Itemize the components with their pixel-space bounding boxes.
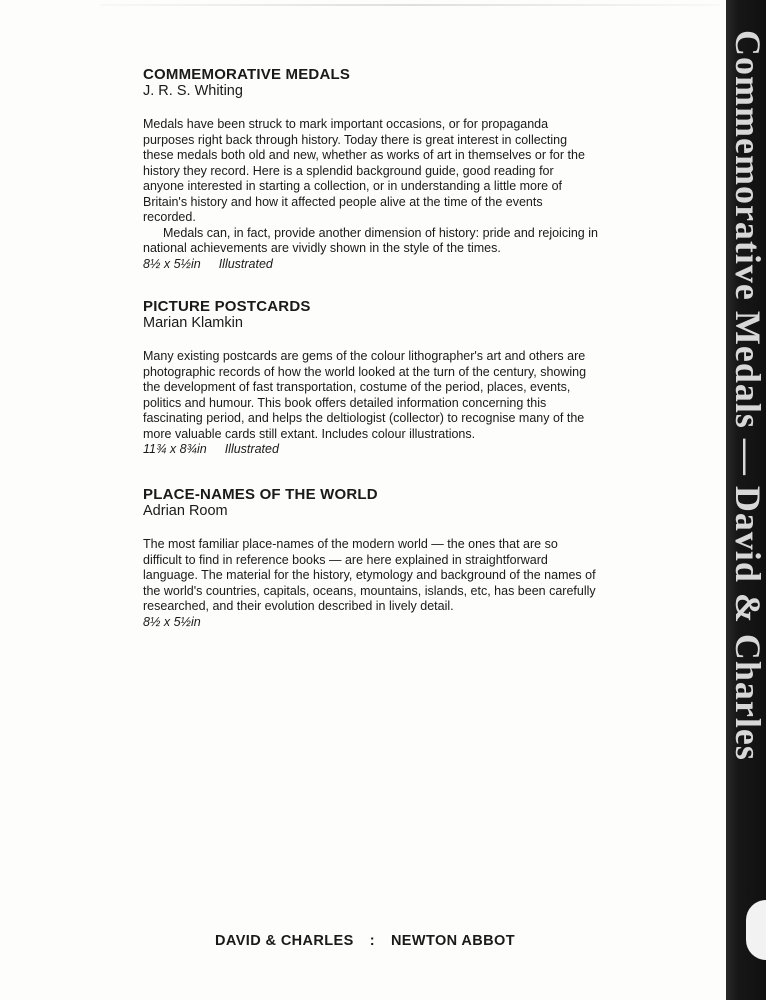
- entry-paragraph: Medals can, in fact, provide another dimension of history: pride and rejoicing in national achievements are vividly shown in the style of the times.: [143, 225, 598, 255]
- entry-title: COMMEMORATIVE MEDALS: [143, 66, 351, 83]
- entry-description: [143, 117, 598, 257]
- book-spine: [726, 0, 766, 1000]
- publisher-footer: [0, 933, 730, 949]
- entry-format: [143, 442, 598, 458]
- entry-title: PLACE-NAMES OF THE WORLD: [143, 486, 378, 503]
- entry-illustrated-note: Illustrated: [224, 442, 279, 456]
- entry-format: [143, 615, 598, 631]
- entry-format: [143, 257, 598, 273]
- publisher-name: DAVID & CHARLES: [215, 933, 354, 949]
- entry-commemorative-medals: [143, 66, 598, 272]
- entry-place-names-of-the-world: [143, 486, 598, 630]
- entry-picture-postcards: [143, 298, 598, 458]
- footer-separator: :: [369, 933, 375, 949]
- publisher-location: NEWTON ABBOT: [390, 933, 515, 949]
- entry-description: [143, 537, 598, 615]
- entry-title: PICTURE POSTCARDS: [143, 298, 311, 315]
- entry-paragraph: Medals have been struck to mark important occasions, or for propaganda purposes right back through history. Today there is great interest in collecting these medals both old and new, whether as works of art in themselves or for the history they record. Here is a splendid background guide, good reading for anyone interested in starting a collection, or in understanding a little more of Britain's history and how it affected people alive at the time of the events recorded.: [143, 117, 585, 224]
- entry-paragraph: The most familiar place-names of the modern world — the ones that are so difficult to find in reference books — are here explained in straightforward language. The material for the history, etymology and background of the names of the world's countries, capitals, oceans, mountains, islands, etc, has been carefully researched, and their evolution described in lively detail.: [143, 537, 596, 613]
- entry-size: 11¾ x 8¾in: [143, 442, 207, 456]
- entry-author: Adrian Room: [143, 503, 228, 519]
- entry-size: 8½ x 5½in: [143, 614, 201, 629]
- entry-author: J. R. S. Whiting: [143, 83, 243, 99]
- entry-size: 8½ x 5½in: [143, 256, 201, 271]
- entry-author: Marian Klamkin: [143, 315, 243, 331]
- entry-paragraph: Many existing postcards are gems of the colour lithographer's art and others are photographic records of how the world looked at the turn of the century, showing the development of fast transportation, costume of the period, places, events, politics and humour. This book offers detailed information concerning this fascinating period, and helps the deltiologist (collector) to recognise many of the more valuable cards still extant. Includes colour illustrations.: [143, 349, 587, 441]
- page-top-edge: [100, 4, 720, 6]
- spine-title: Commemorative Medals — David & Charles: [728, 30, 768, 761]
- entry-illustrated-note: Illustrated: [218, 256, 273, 271]
- publisher-logo-icon: [746, 900, 766, 960]
- entry-description: [143, 349, 598, 442]
